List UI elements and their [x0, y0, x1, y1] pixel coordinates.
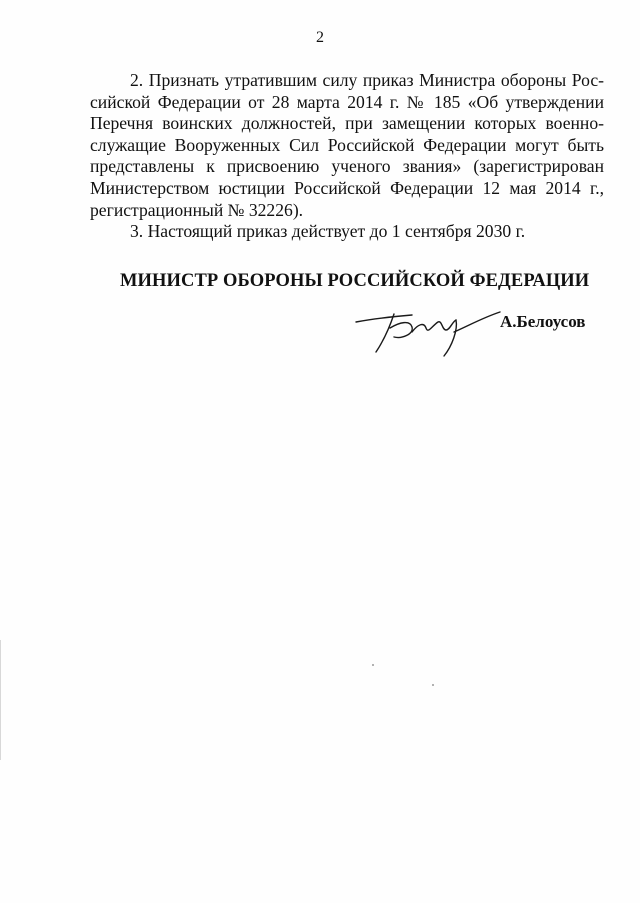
paragraph-3-line-1: 3. Настоящий приказ действует до 1 сентября 2030 г. [130, 221, 526, 242]
paragraph-2 [90, 70, 604, 221]
signer-name: А.Белоусов [500, 312, 586, 331]
scan-speck [372, 664, 374, 666]
paragraph-2-line-5: представлены к присвоению ученого звания» (зарегистрирован [90, 156, 604, 177]
paragraph-2-line-4: служащие Вооруженных Сил Российской Федерации могут быть [90, 134, 604, 155]
paragraph-2-line-7: регистрационный № 32226). [90, 199, 304, 220]
page-number: 2 [316, 29, 324, 46]
paragraph-2-line-1: 2. Признать утратившим силу приказ Министра обороны Рос- [130, 70, 604, 90]
paragraph-2-line-2: сийской Федерации от 28 марта 2014 г. № 185 «Об утверждении [90, 91, 604, 112]
paragraph-2-line-3: Перечня воинских должностей, при замещении которых военно- [90, 113, 604, 134]
scan-speck [432, 684, 434, 686]
minister-title: МИНИСТР ОБОРОНЫ РОССИЙСКОЙ ФЕДЕРАЦИИ [120, 271, 590, 291]
paragraph-2-line-6: Министерством юстиции Российской Федерации 12 мая 2014 г., [90, 177, 604, 198]
document-body [90, 70, 604, 243]
handwritten-signature [354, 300, 506, 362]
paragraph-3 [90, 221, 604, 243]
scan-edge-mark [0, 640, 1, 760]
